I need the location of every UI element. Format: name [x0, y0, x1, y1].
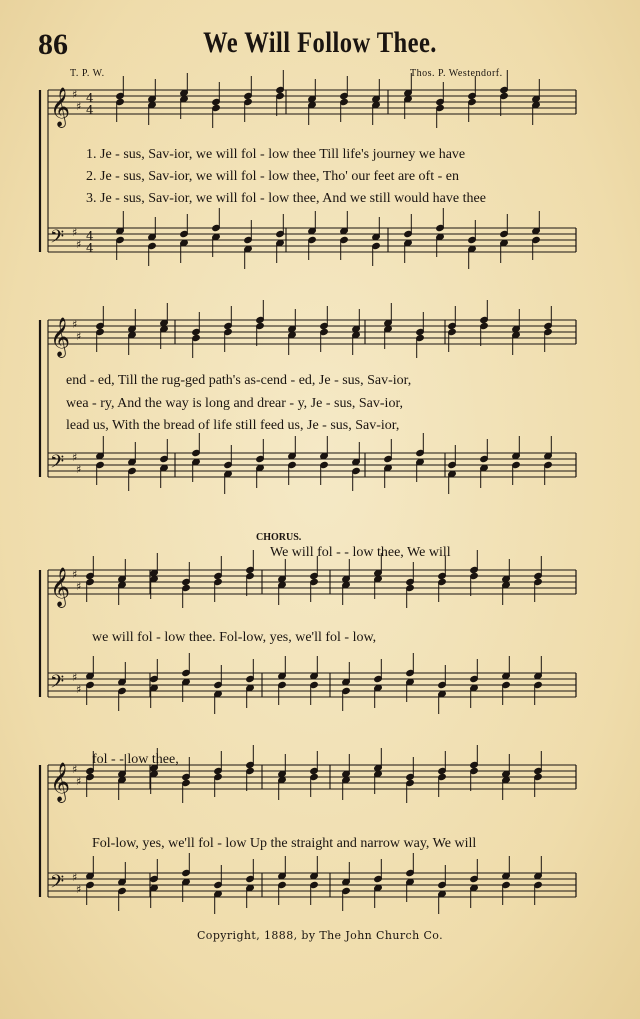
- bass-clef-icon: 𝄢: [50, 672, 65, 697]
- key-sharp-icon: ♯: [76, 883, 82, 896]
- key-sharp-icon: ♯: [72, 763, 78, 776]
- system3-middle-text: we will fol - low thee. Fol-low, yes, we'll fol - low,: [92, 630, 377, 645]
- system4-upper-text: fol - - low thee,: [92, 752, 179, 767]
- system2-verse3: lead us, With the bread of life still feed us, Je - sus, Sav-ior,: [66, 418, 400, 433]
- system3-upper-text: We will fol - - low thee, We will: [270, 545, 451, 560]
- copyright-notice: Copyright, 1888, by The John Church Co.: [196, 929, 443, 942]
- key-sharp-icon: ♯: [72, 226, 78, 239]
- key-sharp-icon: ♯: [76, 238, 82, 251]
- key-sharp-icon: ♯: [76, 100, 82, 113]
- key-sharp-icon: ♯: [76, 775, 82, 788]
- treble-clef-icon: 𝄞: [50, 762, 71, 802]
- page-number: 86: [38, 28, 68, 61]
- system2-verse1: end - ed, Till the rug-ged path's as-cend - ed, Je - sus, Sav-ior,: [66, 373, 412, 388]
- system1-verse1: 1. Je - sus, Sav-ior, we will fol - low thee Till life's journey we have: [86, 147, 466, 162]
- key-sharp-icon: ♯: [72, 318, 78, 331]
- hymn-title: We Will Follow Thee.: [203, 26, 437, 59]
- time-signature-top: 4: [86, 229, 94, 243]
- bass-clef-icon: 𝄢: [50, 452, 65, 477]
- treble-clef-icon: 𝄞: [50, 317, 71, 357]
- key-sharp-icon: ♯: [72, 671, 78, 684]
- key-sharp-icon: ♯: [72, 871, 78, 884]
- key-sharp-icon: ♯: [76, 580, 82, 593]
- key-sharp-icon: ♯: [72, 568, 78, 581]
- system1-verse3: 3. Je - sus, Sav-ior, we will fol - low thee, And we still would have thee: [86, 191, 486, 206]
- music-credit: Thos. P. Westendorf.: [410, 68, 503, 79]
- system1-verse2: 2. Je - sus, Sav-ior, we will fol - low thee, Tho' our feet are oft - en: [86, 169, 459, 184]
- words-credit: T. P. W.: [70, 68, 105, 79]
- time-signature-bottom: 4: [86, 241, 94, 255]
- system2-verse2: wea - ry, And the way is long and drear - y, Je - sus, Sav-ior,: [66, 396, 404, 411]
- time-signature-bottom: 4: [86, 103, 94, 117]
- treble-clef-icon: 𝄞: [50, 87, 71, 127]
- treble-clef-icon: 𝄞: [50, 567, 71, 607]
- key-sharp-icon: ♯: [72, 88, 78, 101]
- key-sharp-icon: ♯: [72, 451, 78, 464]
- key-sharp-icon: ♯: [76, 683, 82, 696]
- bass-clef-icon: 𝄢: [50, 872, 65, 897]
- time-signature-top: 4: [86, 91, 94, 105]
- system4-middle-text: Fol-low, yes, we'll fol - low Up the straight and narrow way, We will: [92, 836, 477, 851]
- chorus-label: CHORUS.: [256, 532, 302, 543]
- key-sharp-icon: ♯: [76, 330, 82, 343]
- key-sharp-icon: ♯: [76, 463, 82, 476]
- bass-clef-icon: 𝄢: [50, 227, 65, 252]
